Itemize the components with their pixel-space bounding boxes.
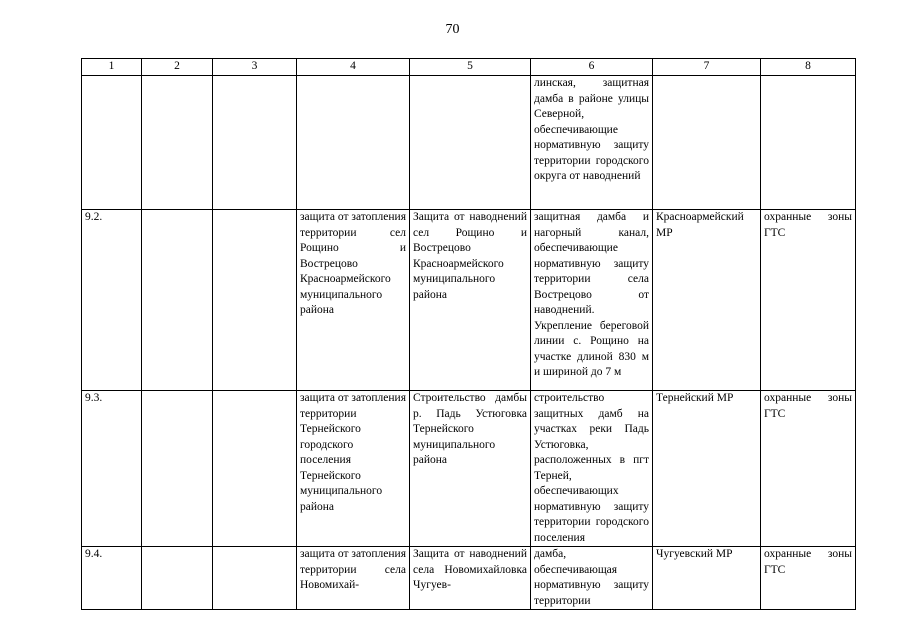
cell-col3 xyxy=(213,210,297,391)
column-header-1: 1 xyxy=(82,59,142,76)
cell-name xyxy=(410,76,531,210)
cell-zones: охранные зоны ГТС xyxy=(761,391,856,547)
table-header-row xyxy=(82,59,856,76)
cell-location: Красноармейский МР xyxy=(653,210,761,391)
document-table xyxy=(81,58,856,610)
table-row xyxy=(82,391,856,547)
cell-name: Защита от наводнений села Новомихайловка Чугуев- xyxy=(410,547,531,610)
cell-number xyxy=(82,76,142,210)
cell-col2 xyxy=(142,391,213,547)
cell-description: строительство защитных дамб на участках реки Падь Устюговка, расположенных в пгт Терней, обеспечивающих нормативную защиту территории городского поселения xyxy=(531,391,653,547)
cell-description: линская, защитная дамба в районе улицы Северной, обеспечивающие нормативную защиту территории городского округа от наводнений xyxy=(531,76,653,210)
cell-col3 xyxy=(213,391,297,547)
cell-name: Защита от наводнений сел Рощино и Вострецово Красноармейского муниципального района xyxy=(410,210,531,391)
cell-number: 9.4. xyxy=(82,547,142,610)
cell-purpose: защита от затопления территории Тернейского городского поселения Тернейского муниципального района xyxy=(297,391,410,547)
table-row xyxy=(82,76,856,210)
table-row xyxy=(82,210,856,391)
cell-description: защитная дамба и нагорный канал, обеспечивающие нормативную защиту территории села Вострецово от наводнений. Укрепление береговой линии с. Рощино на участке длиной 830 м и шириной до 7 м xyxy=(531,210,653,391)
cell-location: Чугуевский МР xyxy=(653,547,761,610)
cell-number: 9.3. xyxy=(82,391,142,547)
cell-zones xyxy=(761,76,856,210)
cell-name: Строительство дамбы р. Падь Устюговка Тернейского муниципального района xyxy=(410,391,531,547)
column-header-3: 3 xyxy=(213,59,297,76)
cell-col2 xyxy=(142,547,213,610)
column-header-7: 7 xyxy=(653,59,761,76)
cell-col2 xyxy=(142,210,213,391)
cell-purpose: защита от затопления территории села Новомихай- xyxy=(297,547,410,610)
cell-number: 9.2. xyxy=(82,210,142,391)
cell-col3 xyxy=(213,76,297,210)
column-header-2: 2 xyxy=(142,59,213,76)
cell-purpose xyxy=(297,76,410,210)
table-row xyxy=(82,547,856,610)
cell-location: Тернейский МР xyxy=(653,391,761,547)
column-header-4: 4 xyxy=(297,59,410,76)
cell-description: дамба, обеспечивающая нормативную защиту территории xyxy=(531,547,653,610)
column-header-8: 8 xyxy=(761,59,856,76)
cell-purpose: защита от затопления территории сел Рощино и Вострецово Красноармейского муниципального района xyxy=(297,210,410,391)
cell-zones: охранные зоны ГТС xyxy=(761,210,856,391)
column-header-6: 6 xyxy=(531,59,653,76)
cell-zones: охранные зоны ГТС xyxy=(761,547,856,610)
cell-location xyxy=(653,76,761,210)
page-number: 70 xyxy=(445,22,460,37)
cell-col2 xyxy=(142,76,213,210)
column-header-5: 5 xyxy=(410,59,531,76)
cell-col3 xyxy=(213,547,297,610)
